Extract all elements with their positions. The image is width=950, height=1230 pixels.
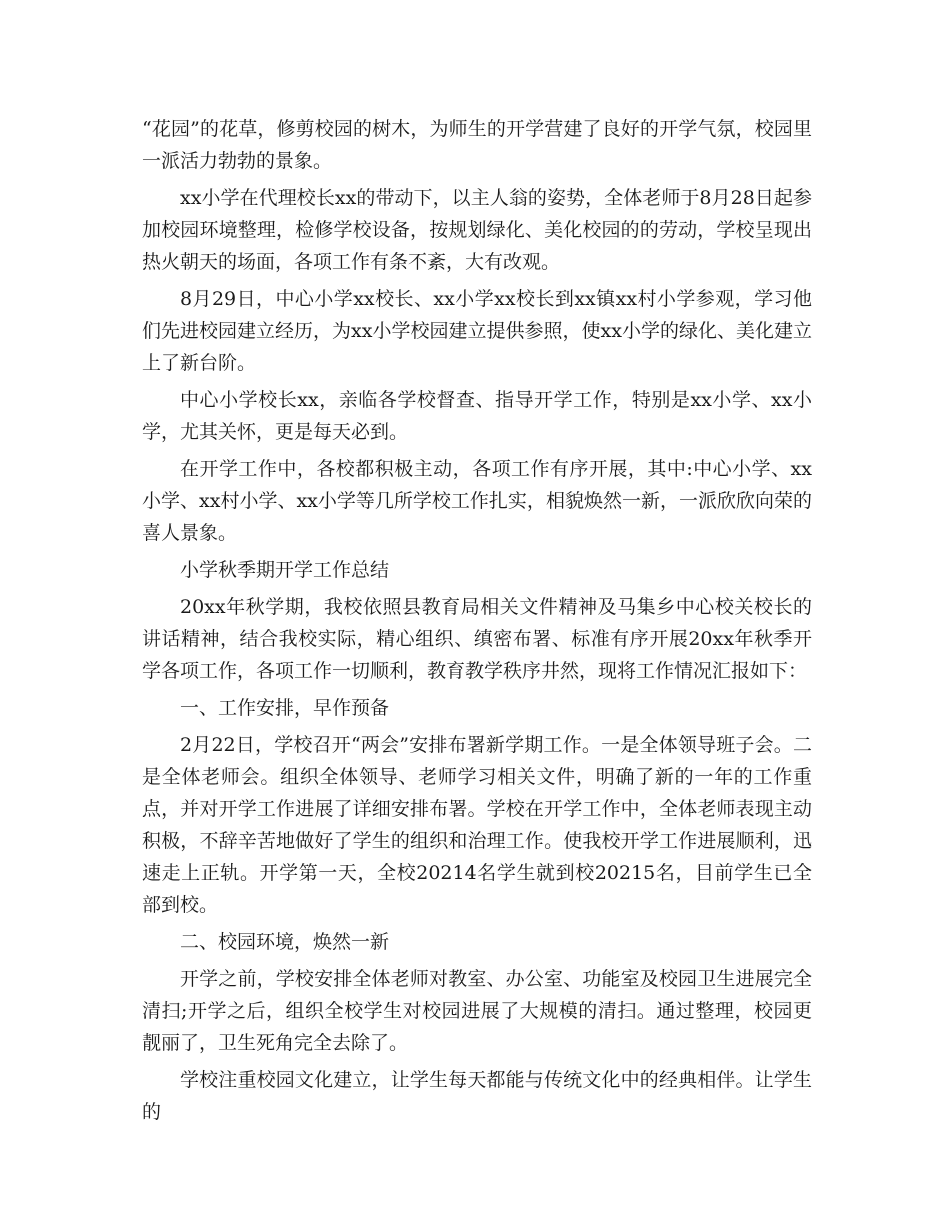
section-title: 小学秋季期开学工作总结 (180, 559, 390, 581)
paragraph: 开学之前，学校安排全体老师对教室、办公室、功能室及校园卫生进展完全清扫;开学之后，组织全校学生对校园进展了大规模的清扫。通过整理，校园更靓丽了，卫生死角完全去除了。 (142, 968, 812, 1054)
section-heading: 一、工作安排，早作预备 (180, 697, 390, 719)
paragraph: 2月22日，学校召开“两会”安排布署新学期工作。一是全体领导班子会。二是全体老师会。组织全体领导、老师学习相关文件，明确了新的一年的工作重点，并对开学工作进展了详细安排布署。学校在开学工作中，全体老师表现主动积极，不辞辛苦地做好了学生的组织和治理工作。使我校开学工作进展顺利，迅速走上正轨。开学第一天，全校20214名学生就到校20215名，目前学生已全部到校。 (142, 734, 812, 916)
paragraph: 在开学工作中，各校都积极主动，各项工作有序开展，其中:中心小学、xx小学、xx村小学、xx小学等几所学校工作扎实，相貌焕然一新，一派欣欣向荣的喜人景象。 (142, 458, 812, 544)
paragraph: 20xx年秋学期，我校依照县教育局相关文件精神及马集乡中心校关校长的讲话精神，结合我校实际，精心组织、缜密布署、标准有序开展20xx年秋季开学各项工作，各项工作一切顺利，教育教学秩序井然，现将工作情况汇报如下： (142, 596, 812, 682)
paragraph: 学校注重校园文化建立，让学生每天都能与传统文化中的经典相伴。让学生的 (142, 1069, 812, 1123)
paragraph: 中心小学校长xx，亲临各学校督查、指导开学工作，特别是xx小学、xx小学，尤其关怀，更是每天必到。 (142, 389, 812, 443)
paragraph: 8月29日，中心小学xx校长、xx小学xx校长到xx镇xx村小学参观，学习他们先进校园建立经历，为xx小学校园建立提供参照，使xx小学的绿化、美化建立上了新台阶。 (142, 288, 812, 374)
paragraph: “花园”的花草，修剪校园的树木，为师生的开学营建了良好的开学气氛，校园里一派活力勃勃的景象。 (142, 118, 812, 172)
section-heading: 二、校园环境，焕然一新 (180, 931, 390, 953)
document-body (142, 113, 812, 1133)
paragraph: xx小学在代理校长xx的带动下，以主人翁的姿势，全体老师于8月28日起参加校园环境整理，检修学校设备，按规划绿化、美化校园的的劳动，学校呈现出热火朝天的场面，各项工作有条不紊，大有改观。 (142, 187, 812, 273)
